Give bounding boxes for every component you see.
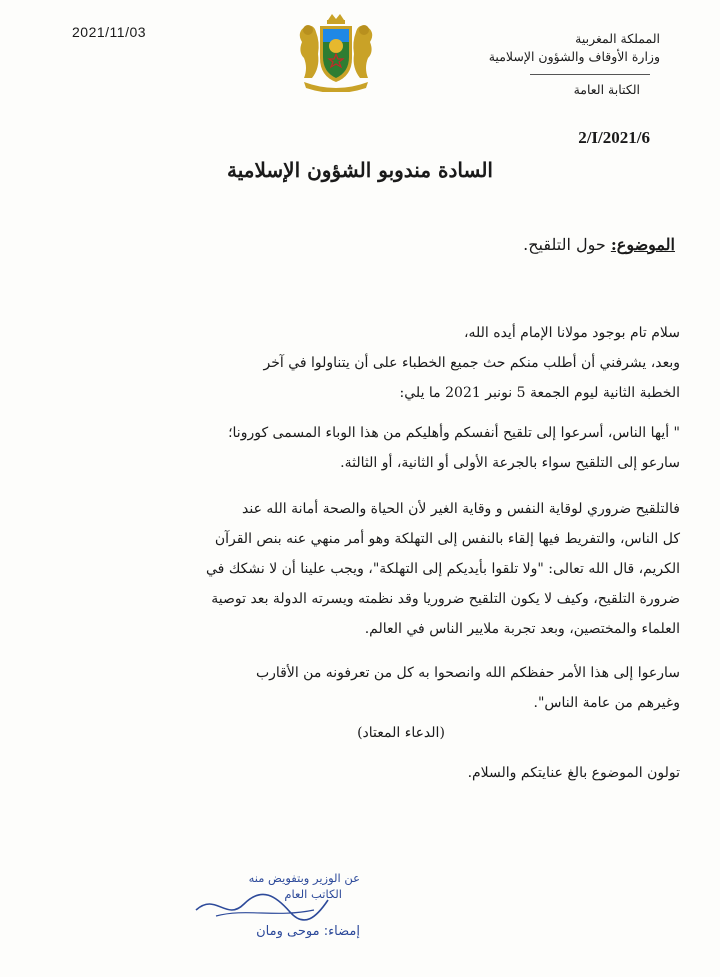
body-line: ضرورة التلقيح، وكيف لا يكون التلقيح ضروريا وقد نظمته ويسرته الدولة بعد توصية — [211, 591, 680, 607]
greeting: سلام تام بوجود مولانا الإمام أيده الله، — [463, 325, 680, 341]
stamp-line-title: الكاتب العام — [284, 887, 342, 901]
subject-line — [523, 235, 675, 254]
body-line: فالتلقيح ضروري لوقاية النفس و وقاية الغير لأن الحياة والصحة أمانة الله عند — [242, 501, 680, 517]
letter-date: 2021/11/03 — [72, 24, 147, 40]
kingdom-name: المملكة المغربية — [575, 31, 660, 46]
addressee: السادة مندوبو الشؤون الإسلامية — [227, 158, 493, 182]
closing-line: تولون الموضوع بالغ عنايتكم والسلام. — [467, 765, 680, 781]
body-line: وبعد، يشرفني أن أطلب منكم حث جميع الخطباء على أن يتناولوا في آخر — [263, 355, 680, 371]
body-line: وغيرهم من عامة الناس". — [533, 695, 680, 711]
letterhead-divider — [530, 74, 650, 75]
prayer-note: (الدعاء المعتاد) — [357, 725, 445, 741]
reference-number: 2/I/2021/6 — [578, 128, 650, 147]
quote-line: سارعو إلى التلقيح سواء بالجرعة الأولى أو الثانية، أو الثالثة. — [340, 455, 680, 471]
stamp-line-delegation: عن الوزير وبتفويض منه — [248, 871, 360, 885]
body-line: الخطبة الثانية ليوم الجمعة 5 نونبر 2021 ما يلي: — [399, 385, 680, 401]
secretariat-name: الكتابة العامة — [573, 82, 640, 97]
body-line: كل الناس، والتفريط فيها إلقاء بالنفس إلى التهلكة وهو أمر منهي عنه بنص القرآن — [214, 531, 680, 547]
letterhead — [440, 30, 660, 99]
body-line: العلماء والمختصين، وبعد تجربة ملايير الناس في العالم. — [364, 621, 680, 637]
coat-of-arms-emblem — [290, 12, 382, 92]
subject-text: حول التلقيح. — [523, 235, 606, 254]
body-line: الكريم، قال الله تعالى: "ولا تلقوا بأيديكم إلى التهلكة"، ويجب علينا أن لا نشكك في — [206, 561, 680, 577]
letter-body — [52, 318, 680, 788]
body-line: سارعوا إلى هذا الأمر حفظكم الله وانصحوا به كل من تعرفونه من الأقارب — [255, 665, 680, 681]
subject-label: الموضوع: — [610, 235, 675, 254]
stamp-signed-by: إمضاء: موحى ومان — [256, 924, 360, 939]
quote-line: " أيها الناس، أسرعوا إلى تلقيح أنفسكم وأهليكم من هذا الوباء المسمى كورونا؛ — [228, 425, 680, 441]
handwritten-signature — [186, 888, 336, 928]
ministry-name: وزارة الأوقاف والشؤون الإسلامية — [488, 49, 660, 64]
